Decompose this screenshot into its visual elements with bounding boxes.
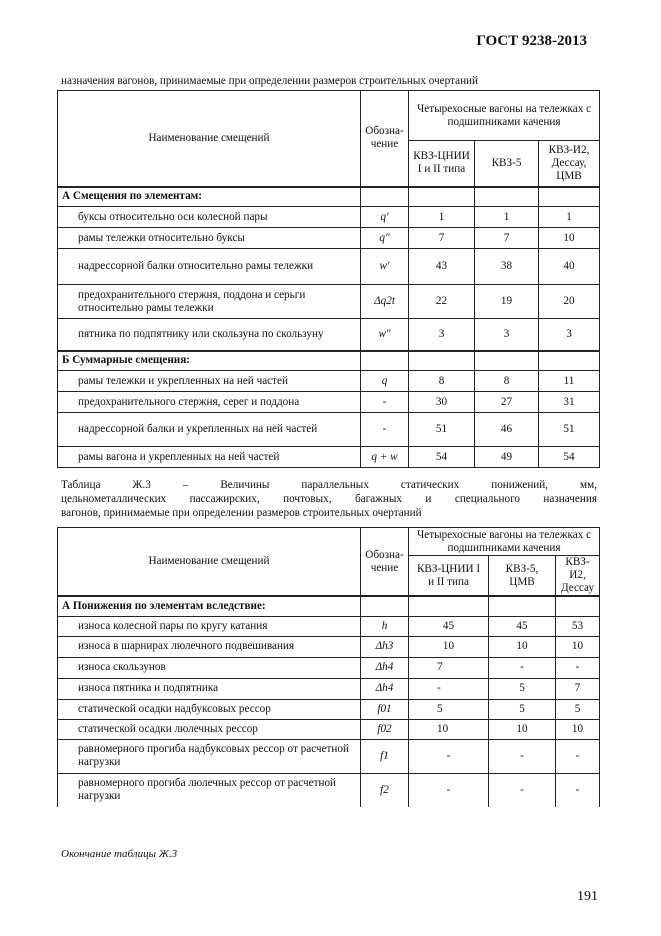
table-row: износа в шарнирах люлечного подвешивания Δh3 10 10 10: [58, 636, 600, 657]
table1-col-name: Наименование смещений: [58, 91, 361, 187]
table-row: равномерного прогиба надбуксовых рессор от расчетной нагрузки f1 - - -: [58, 739, 600, 773]
table1-section-b: Б Суммарные смещения:: [58, 351, 361, 371]
table2-col-kvz5-cmv: КВЗ-5, ЦМВ: [489, 556, 556, 597]
table-row: рамы вагона и укрепленных на ней частей q + w 54 49 54: [58, 447, 600, 468]
table2-col-kvz-cnii: КВЗ-ЦНИИ I и II типа: [409, 556, 489, 597]
table1-col-symbol: Обозна-чение: [361, 91, 409, 187]
table2-col-kvz-i2: КВЗ-И2, Дессау: [556, 556, 600, 597]
table-row: предохранительного стержня, поддона и серьги относительно рамы тележки Δq2t 22 19 20: [58, 285, 600, 319]
table-row: износа колесной пары по кругу катания h 45 45 53: [58, 616, 600, 636]
table-row: пятника по подпятнику или скользуна по скользуну w″ 3 3 3: [58, 319, 600, 351]
table-row: статической осадки надбуксовых рессор f01 5 5 5: [58, 699, 600, 719]
table-row: рамы тележки относительно буксы q″ 7 7 10: [58, 228, 600, 249]
table2-section-a: А Понижения по элементам вследствие:: [58, 596, 361, 616]
table-row: износа скользунов Δh4 7 - -: [58, 657, 600, 678]
table-row: равномерного прогиба люлечных рессор от расчетной нагрузки f2 - - -: [58, 773, 600, 807]
table-row: износа пятника и подпятника Δh4 - 5 7: [58, 678, 600, 699]
table-continuation-note: Окончание таблицы Ж.3: [61, 848, 178, 860]
table-row: надрессорной балки относительно рамы тележки w′ 43 38 40: [58, 249, 600, 285]
table2-col-name: Наименование смещений: [58, 528, 361, 597]
document-standard-title: ГОСТ 9238-2013: [476, 33, 587, 49]
table-static-lowering: [57, 527, 600, 807]
table-row: надрессорной балки и укрепленных на ней частей - 51 46 51: [58, 413, 600, 447]
table1-col-kvz5: КВЗ-5: [475, 141, 539, 187]
table-displacements: [57, 90, 600, 468]
table2-col-group: Четырехосные вагоны на тележках с подшипниками качения: [409, 528, 600, 556]
table-row: буксы относительно оси колесной пары q′ 1 1 1: [58, 207, 600, 228]
table1-header-row: [58, 91, 600, 141]
table-row: рамы тележки и укрепленных на ней частей q 8 8 11: [58, 371, 600, 392]
table1-col-kvz-cnii: КВЗ-ЦНИИ I и II типа: [409, 141, 475, 187]
page-number: 191: [577, 889, 598, 904]
table-row: статической осадки люлечных рессор f02 10 10 10: [58, 719, 600, 739]
table1-section-a: А Смещения по элементам:: [58, 187, 361, 207]
table2-caption-line2: цельнометаллических пассажирских, почтовых, багажных и специального назначения: [61, 493, 597, 505]
table2-caption-line1: Таблица Ж.3 – Величины параллельных статических понижений, мм,: [61, 479, 597, 491]
table1-col-group: Четырехосные вагоны на тележках с подшипниками качения: [409, 91, 600, 141]
table2-caption-line3: вагонов, принимаемые при определении размеров строительных очертаний: [61, 507, 422, 519]
table1-col-kvz-i2: КВЗ-И2, Дессау, ЦМВ: [539, 141, 600, 187]
table2-caption: [61, 478, 597, 520]
table2-col-symbol: Обозна-чение: [361, 528, 409, 597]
table1-caption-tail: назначения вагонов, принимаемые при определении размеров строительных очертаний: [61, 75, 479, 87]
table-row: предохранительного стержня, серег и поддона - 30 27 31: [58, 392, 600, 413]
